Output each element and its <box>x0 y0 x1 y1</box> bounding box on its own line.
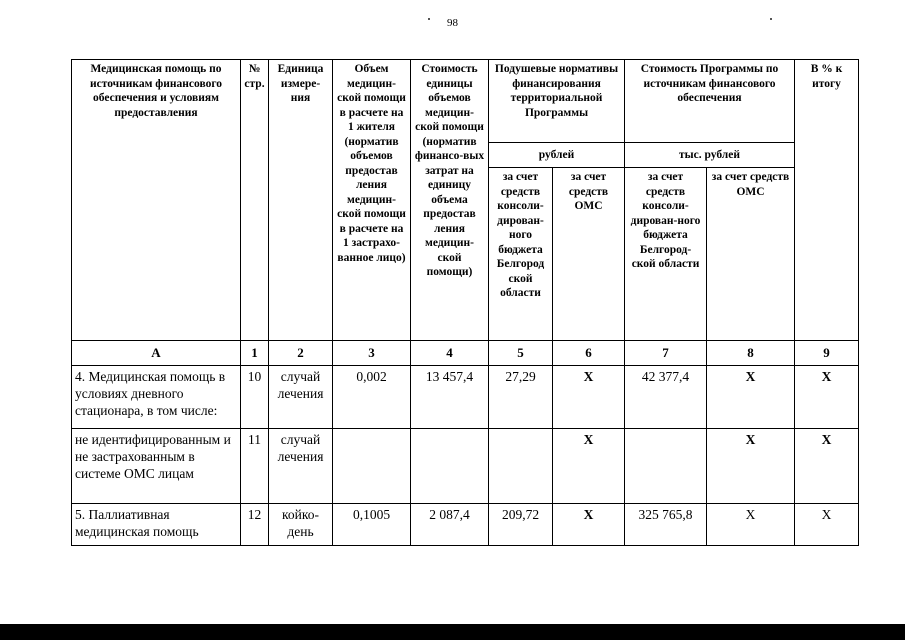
column-index: А <box>72 341 241 366</box>
row-care-type: 5. Паллиативная медицинская помощь <box>72 504 241 546</box>
header-unit-cost: Стоимость единицы объемов медицин-ской помощи (норматив финансо-вых затрат на единицу объема предостав ления медицин-ской помощи) <box>411 60 489 341</box>
page-number: 98 <box>447 17 458 29</box>
column-index: 2 <box>269 341 333 366</box>
row-unit-cost: 2 087,4 <box>411 504 489 546</box>
header-cost-oms: за счет средств ОМС <box>707 168 795 341</box>
row-cost-budget: 42 377,4 <box>625 366 707 429</box>
row-volume <box>333 429 411 504</box>
row-normative-budget <box>489 429 553 504</box>
header-care-type: Медицинская помощь по источникам финансового обеспечения и условиям предоставления <box>72 60 241 341</box>
row-number: 10 <box>241 366 269 429</box>
row-unit: койко-день <box>269 504 333 546</box>
row-normative-oms: Х <box>553 366 625 429</box>
row-care-type: 4. Медицинская помощь в условиях дневного стационара, в том числе: <box>72 366 241 429</box>
row-cost-oms: Х <box>707 429 795 504</box>
row-cost-oms: Х <box>707 366 795 429</box>
header-percent-total: В % к итогу <box>795 60 859 341</box>
table-row <box>72 366 859 429</box>
header-unit: Единица измере-ния <box>269 60 333 341</box>
header-normative-regional-budget: за счет средств консоли-дирован-ного бюджета Белгород ской области <box>489 168 553 341</box>
row-normative-budget: 27,29 <box>489 366 553 429</box>
header-unit-thousand-rubles: тыс. рублей <box>625 143 795 168</box>
column-index: 3 <box>333 341 411 366</box>
row-cost-budget: 325 765,8 <box>625 504 707 546</box>
row-cost-budget <box>625 429 707 504</box>
column-index: 8 <box>707 341 795 366</box>
header-volume: Объем медицин-ской помощи в расчете на 1 жителя (норматив объемов предостав ления медицин-ской помощи в расчете на 1 застрахо-ванное лицо) <box>333 60 411 341</box>
table-row <box>72 429 859 504</box>
row-volume: 0,002 <box>333 366 411 429</box>
column-index: 5 <box>489 341 553 366</box>
row-volume: 0,1005 <box>333 504 411 546</box>
column-index: 4 <box>411 341 489 366</box>
row-percent: Х <box>795 366 859 429</box>
row-normative-oms: Х <box>553 429 625 504</box>
header-unit-rubles: рублей <box>489 143 625 168</box>
scan-bottom-edge <box>0 624 905 640</box>
header-per-capita-normatives: Подушевые нормативы финансирования территориальной Программы <box>489 60 625 143</box>
row-number: 12 <box>241 504 269 546</box>
column-index: 6 <box>553 341 625 366</box>
row-unit: случай лечения <box>269 366 333 429</box>
row-unit: случай лечения <box>269 429 333 504</box>
column-index: 1 <box>241 341 269 366</box>
header-normative-oms: за счет средств ОМС <box>553 168 625 341</box>
row-care-type: не идентифицированным и не застрахованным в системе ОМС лицам <box>72 429 241 504</box>
row-normative-budget: 209,72 <box>489 504 553 546</box>
row-unit-cost: 13 457,4 <box>411 366 489 429</box>
row-unit-cost <box>411 429 489 504</box>
table-row <box>72 504 859 546</box>
row-percent: Х <box>795 504 859 546</box>
row-cost-oms: Х <box>707 504 795 546</box>
column-index-row <box>72 341 859 366</box>
program-cost-table <box>71 59 859 546</box>
scan-artifact <box>770 18 772 20</box>
header-cost-regional-budget: за счет средств консоли-дирован-ного бюджета Белгород-ской области <box>625 168 707 341</box>
column-index: 7 <box>625 341 707 366</box>
row-percent: Х <box>795 429 859 504</box>
row-normative-oms: Х <box>553 504 625 546</box>
header-program-cost: Стоимость Программы по источникам финансового обеспечения <box>625 60 795 143</box>
header-row-number: № стр. <box>241 60 269 341</box>
column-index: 9 <box>795 341 859 366</box>
row-number: 11 <box>241 429 269 504</box>
scan-artifact <box>428 18 430 20</box>
